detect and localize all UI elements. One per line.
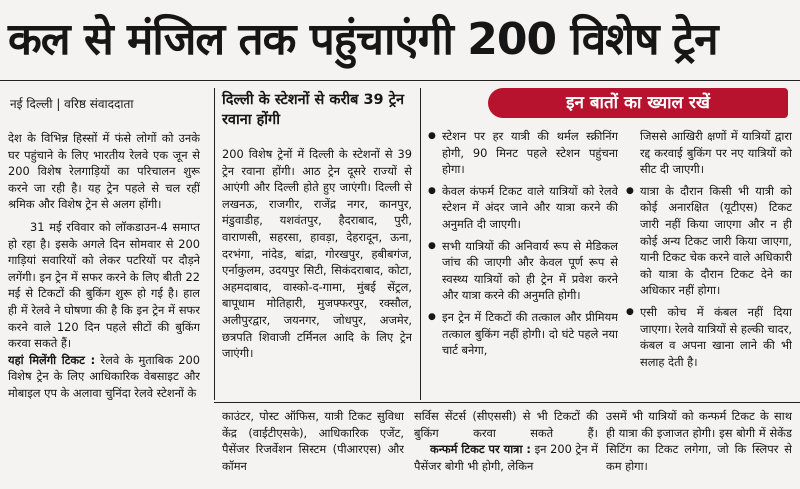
- left-column: [8, 130, 200, 430]
- tip-item: ● यात्रा के दौरान किसी भी यात्री को कोई अनारक्षित (यूटीएस) टिकट जारी नहीं किया जाएगा और न ही कोई अन्य टिकट जारी किया जाएगा, यानी टिकट चेक करने वाले अधिकारी को यात्रा के दौरान टिकट देने का अधिकार नहीं होगा।: [626, 183, 792, 299]
- left-paragraph-1: देश के विभिन्न हिस्सों में फंसे लोगों को उनके घर पहुंचाने के लिए भारतीय रेलवे एक जून से 200 विशेष रेलगाड़ियों का परिचालन शुरू करने जा रही है। यह ट्रेन पहले से चल रहीं श्रमिक और विशेष ट्रेन से अलग होंगी।: [8, 131, 200, 212]
- tip-item: ● स्टेशन पर हर यात्री की थर्मल स्क्रीनिंग होगी, 90 मिनट पहले स्टेशन पहुंचना होगा।: [428, 128, 618, 178]
- left-paragraph-2: 31 मई रविवार को लॉकडाउन-4 समाप्त हो रहा है। इसके अगले दिन सोमवार से 200 गाड़ियां सवारियों को लेकर पटरियों पर दौड़ने लगेंगी। इन ट्रेन में सफर करने के लिए बीती 22 मई से टिकटों की बुकिंग शुरू हो गई है। हाल ही में रेलवे ने घोषणा की है कि इन ट्रेन में सफर करने वाले 120 दिन पहले सीटों की बुकिंग करवा सकते हैं।: [8, 219, 200, 351]
- tip-item: ● इन ट्रेन में टिकटों की तत्काल और प्रीमियम तत्काल बुकिंग नहीं होगी। दो घंटे पहले नया चार्ट बनेगा,: [428, 309, 618, 359]
- bottom-column-2-text-b: इन 200 ट्रेन में पैसेंजर बोगी भी होगी, लेकिन: [414, 442, 598, 473]
- box-divider-left: [214, 88, 215, 400]
- tips-continuation: जिससे आखिरी क्षणों में यात्रियों द्वारा रद्द करवाई बुकिंग पर नए यात्रियों को सीट दी जाएगी।: [640, 129, 792, 177]
- byline: नई दिल्ली | वरिष्ठ संवाददाता: [10, 97, 134, 111]
- tips-column-2: [626, 128, 792, 400]
- tips-column-1: [428, 128, 618, 400]
- tips-divider: [420, 88, 421, 400]
- box-title: दिल्ली के स्टेशनों से करीब 39 ट्रेन रवाना होंगी: [222, 92, 405, 128]
- tips-banner: इन बातों का ख्याल रखें: [488, 88, 788, 118]
- left-paragraph-3-text: रेलवे के मुताबिक 200 विशेष ट्रेन के लिए आधिकारिक वेबसाइट और मोबाइल एप के अलावा चुनिंदा रेलवे स्टेशनों के: [8, 352, 200, 400]
- bottom-column-2: [414, 408, 598, 488]
- bottom-column-1: काउंटर, पोस्ट ऑफिस, यात्री टिकट सुविधा केंद्र (वाईटीएसके), आधिकारिक एजेंट, पैसेंजर रिजर्वेशन सिस्टम (पीआरएस) और कॉमन: [222, 409, 404, 473]
- tip-item: ● सभी यात्रियों की अनिवार्य रूप से मेडिकल जांच की जाएगी और केवल पूर्ण रूप से स्वस्थ्य यात्रियों को ही ट्रेन में प्रवेश करने और यात्रा करने की अनुमति होगी।: [428, 238, 618, 304]
- box-body: 200 विशेष ट्रेनों में दिल्ली के स्टेशनों से 39 ट्रेन रवाना होंगी। आठ ट्रेन दूसरे राज्यों से आएंगी और दिल्ली होते हुए जाएंगी। दिल्ली से लखनऊ, राजगीर, राजेंद्र नगर, कानपुर, मंडुवाडीह, यशवंतपुर, हैदराबाद, पुरी, वाराणसी, सहरसा, हावड़ा, देहरादून, ऊना, दरभंगा, नांदेड, बांद्रा, गोरखपुर, हबीबगंज, एर्नाकुलम, उदयपुर सिटी, सिकंदराबाद, कोटा, अहमदाबाद, वास्को-द-गामा, मुंबई सेंट्रल, बापूधाम मोतिहारी, मुजफ्फरपुर, रक्सौल, अलीपुरद्वार, जयनगर, जोधपुर, अजमेर, छत्रपति शिवाजी टर्मिनल आदि के लिए ट्रेन जाएंगी।: [222, 147, 412, 361]
- headline-rule: [0, 80, 800, 81]
- bottom-column-3: उसमें भी यात्रियों को कन्फर्म टिकट के साथ ही यात्रा की इजाजत होगी। इस बोगी में सेकेंड सिटिंग का टिकट लगेगा, जो कि स्लिपर से कम होगा।: [606, 409, 792, 473]
- bottom-column-2-text-a: सर्विस सेंटर्स (सीएससी) से भी टिकटों की बुकिंग करवा सकते हैं।: [414, 409, 598, 440]
- subhead-confirm-ticket: कन्फर्म टिकट पर यात्रा :: [430, 442, 531, 457]
- subhead-tickets: यहां मिलेंगी टिकट :: [8, 352, 96, 367]
- tip-item: ● केवल कंफर्म टिकट वाले यात्रियों को रेलवे स्टेशन में अंदर जाने और यात्रा करने की अनुमति दी जाएगी।: [428, 183, 618, 233]
- bottom-rule: [214, 402, 800, 403]
- left-paragraph-3: [8, 352, 200, 402]
- headline: कल से मंजिल तक पहुंचाएंगी 200 विशेष ट्रेन: [8, 14, 718, 65]
- tip-item: ● एसी कोच में कंबल नहीं दिया जाएगा। रेलवे यात्रियों से हल्की चादर, कंबल व अपना खाना लाने की भी सलाह देती है।: [626, 304, 792, 370]
